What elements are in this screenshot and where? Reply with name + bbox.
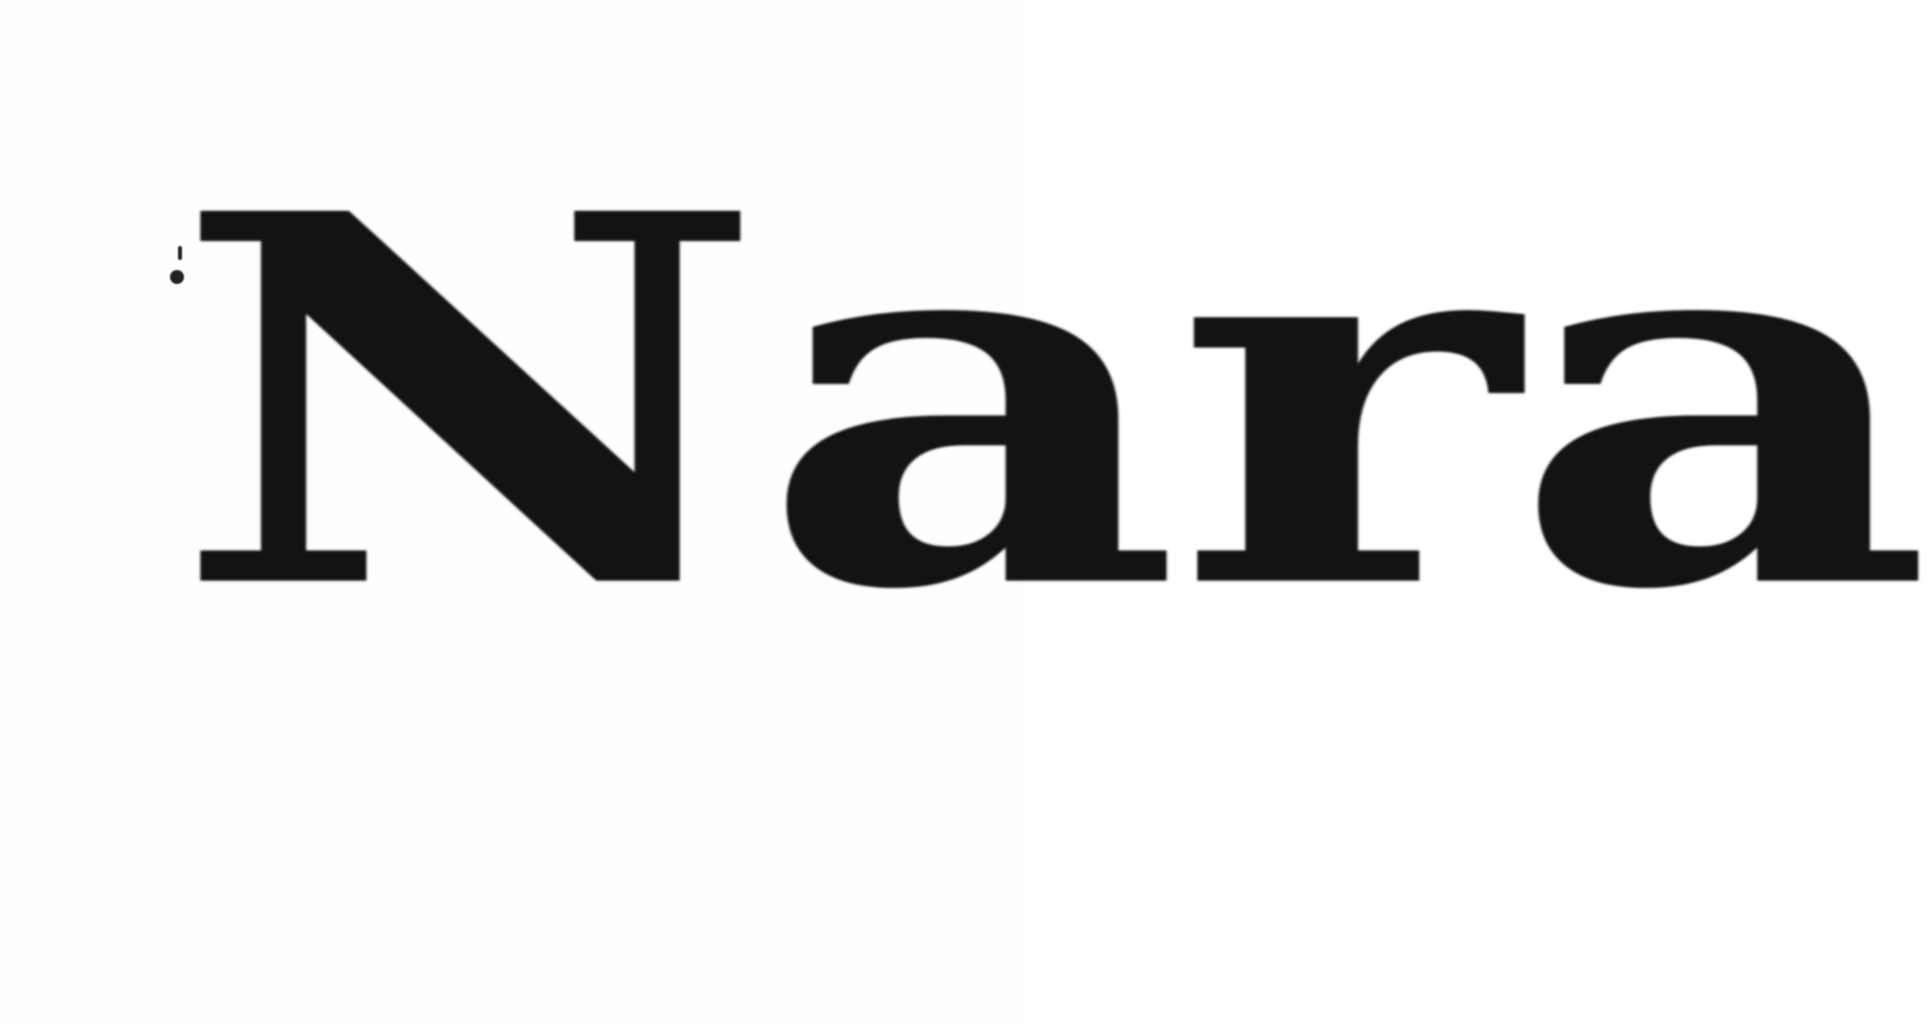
cropped-heading-word: Nara — [172, 105, 1927, 701]
